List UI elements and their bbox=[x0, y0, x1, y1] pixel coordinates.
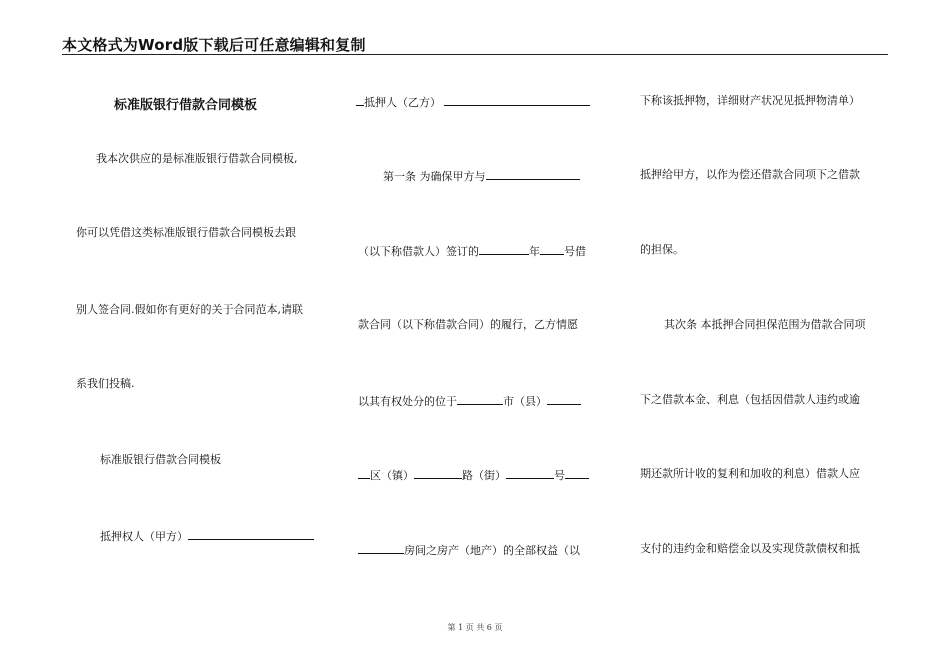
article2-line-1: 其次条 本抵押合同担保范围为借款合同项 bbox=[664, 318, 866, 331]
article1-text-2c: 号借 bbox=[564, 245, 586, 258]
article1-text-4a: 以其有权处分的位于 bbox=[358, 395, 457, 408]
pledgee-line bbox=[100, 528, 314, 544]
intro-line-1: 我本次供应的是标准版银行借款合同模板, bbox=[96, 152, 298, 165]
article2-line-3: 期还款所计收的复利和加收的利息）借款人应 bbox=[640, 467, 860, 480]
contract-number-blank bbox=[540, 243, 564, 255]
district-blank bbox=[414, 467, 462, 479]
pledgee-blank bbox=[188, 528, 314, 540]
contract-year-blank bbox=[479, 243, 529, 255]
pledgor-line bbox=[356, 94, 590, 110]
col3-line-3: 的担保。 bbox=[640, 243, 684, 256]
section-subtitle: 标准版银行借款合同模板 bbox=[100, 453, 221, 466]
borrower-blank bbox=[486, 168, 580, 180]
district-blank-leading bbox=[358, 467, 370, 479]
article1-line-3: 款合同（以下称借款合同）的履行，乙方情愿 bbox=[358, 318, 578, 331]
pledgor-blank-leading bbox=[356, 94, 364, 106]
article1-text-5c: 号 bbox=[554, 469, 565, 482]
article1-text-2b: 年 bbox=[529, 245, 540, 258]
article2-line-4: 支付的违约金和赔偿金以及实现贷款债权和抵 bbox=[640, 542, 860, 555]
intro-line-2: 你可以凭借这类标准版银行借款合同模板去跟 bbox=[76, 226, 296, 239]
article1-text-2a: （以下称借款人）签订的 bbox=[358, 245, 479, 258]
county-blank bbox=[547, 393, 581, 405]
road-blank bbox=[506, 467, 554, 479]
col3-line-2: 抵押给甲方，以作为偿还借款合同项下之借款 bbox=[640, 168, 860, 181]
article1-text-6: 房间之房产（地产）的全部权益（以 bbox=[404, 544, 580, 557]
intro-line-4: 系我们投稿. bbox=[76, 377, 135, 390]
article1-line-1 bbox=[383, 168, 580, 184]
header-divider bbox=[62, 54, 888, 55]
article1-line-6 bbox=[358, 542, 580, 558]
article2-line-2: 下之借款本金、利息（包括因借款人违约或逾 bbox=[640, 393, 860, 406]
pledgor-blank bbox=[444, 94, 590, 106]
col3-line-1: 下称该抵押物，详细财产状况见抵押物清单） bbox=[640, 94, 860, 107]
article1-line-4 bbox=[358, 393, 581, 409]
article1-text-4b: 市（县） bbox=[503, 395, 547, 408]
article1-text-1: 第一条 为确保甲方与 bbox=[383, 170, 486, 183]
city-blank bbox=[457, 393, 503, 405]
article1-text-5b: 路（街） bbox=[462, 469, 506, 482]
page-number: 第 1 页 共 6 页 bbox=[447, 623, 503, 632]
article1-text-5a: 区（镇） bbox=[370, 469, 414, 482]
article1-line-5 bbox=[358, 467, 589, 483]
article1-line-2 bbox=[358, 243, 586, 259]
pledgor-label: 抵押人（乙方） bbox=[364, 96, 441, 109]
room-blank bbox=[358, 542, 404, 554]
intro-line-3: 别人签合同.假如你有更好的关于合同范本,请联 bbox=[76, 303, 303, 316]
pledgee-label: 抵押权人（甲方） bbox=[100, 530, 188, 543]
document-title: 标准版银行借款合同模板 bbox=[114, 98, 258, 113]
number-blank bbox=[565, 467, 589, 479]
page-header-title: 本文格式为Word版下载后可任意编辑和复制 bbox=[62, 36, 366, 54]
